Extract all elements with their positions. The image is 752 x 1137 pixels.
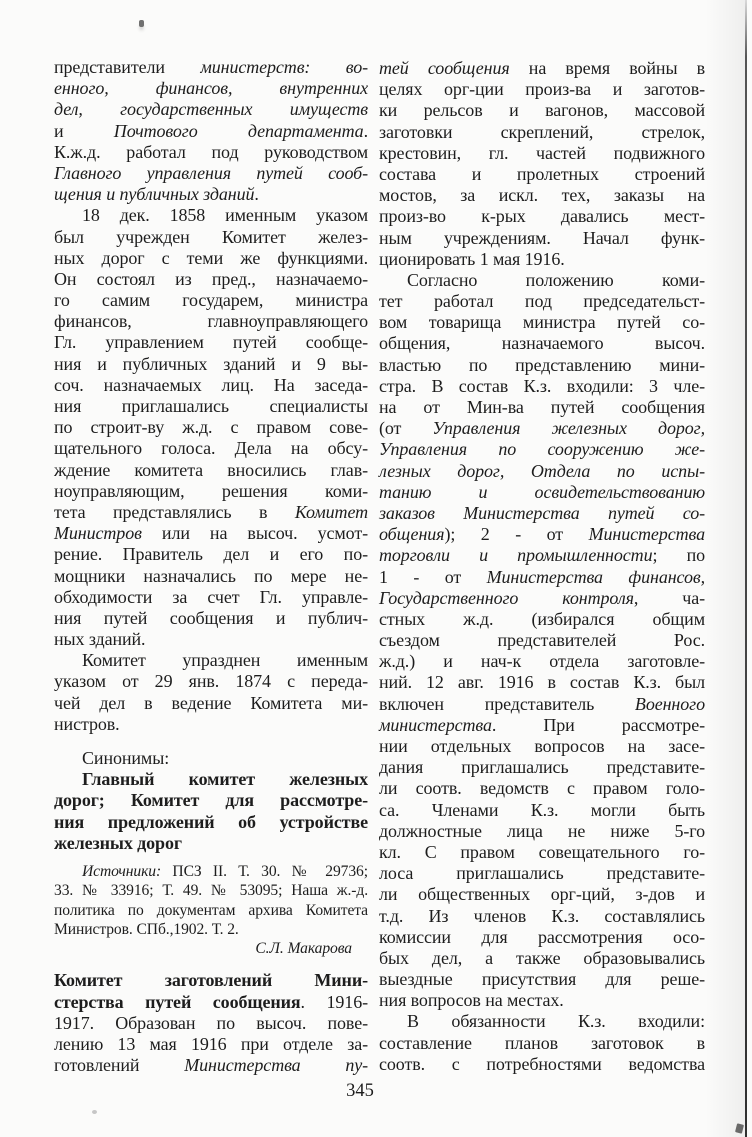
text-segment: Управления железных дорог, xyxy=(432,418,705,439)
text-line xyxy=(379,715,705,736)
text-segment: Министерства xyxy=(588,524,705,545)
text-line xyxy=(54,396,368,417)
text-segment: В обязанности К.з. входили: xyxy=(407,1011,705,1032)
text-segment: ных дорог с теми же функциями. xyxy=(54,247,368,268)
text-segment: лезных дорог, Отдела по испы- xyxy=(379,460,705,481)
text-segment: ки рельсов и вагонов, массовой xyxy=(379,100,705,121)
text-segment: заказов Министерства путей со- xyxy=(379,502,705,523)
text-line xyxy=(54,1034,368,1055)
text-segment: мостов, за искл. тех, заказы на xyxy=(379,185,705,206)
text-line xyxy=(54,901,368,920)
text-segment: Он состоял из пред., назначаемо- xyxy=(54,268,368,289)
text-line xyxy=(379,228,705,249)
text-segment: Согласно положению коми- xyxy=(407,269,705,290)
text-segment: ний. 12 авг. 1916 в состав К.з. был xyxy=(379,672,705,693)
text-line xyxy=(379,884,705,905)
text-segment: ным учреждениям. Начал функ- xyxy=(379,227,705,248)
text-segment: общения, назначаемого высоч. xyxy=(379,333,705,354)
text-segment: 1 - от xyxy=(379,566,487,587)
text-segment: на от Мин-ва путей сообщения xyxy=(379,397,705,417)
text-line xyxy=(54,920,368,939)
text-segment: рение. Правитель дел и его по- xyxy=(54,544,368,565)
text-segment: представители xyxy=(54,57,201,77)
text-line xyxy=(54,163,368,184)
text-line xyxy=(379,1011,705,1032)
text-segment: составление планов заготовок в xyxy=(379,1032,705,1053)
text-line xyxy=(54,142,368,163)
text-line xyxy=(379,588,705,609)
text-line xyxy=(379,100,705,121)
text-line xyxy=(379,122,705,143)
text-line xyxy=(54,184,368,205)
text-segment: включен представитель xyxy=(379,693,635,714)
text-segment: соотв. с потребностями ведомства xyxy=(379,1053,705,1074)
text-line xyxy=(379,58,705,79)
text-line xyxy=(54,833,368,854)
text-segment: Почтового департамента xyxy=(113,120,364,141)
text-line xyxy=(54,523,368,544)
text-line xyxy=(54,769,368,790)
text-line xyxy=(54,502,368,523)
text-line xyxy=(379,249,705,270)
text-segment: енного, финансов, внутренних xyxy=(54,78,368,99)
text-line xyxy=(54,1055,368,1076)
text-line xyxy=(54,481,368,502)
text-line xyxy=(54,121,368,142)
text-segment: обходимости за счет Гл. управле- xyxy=(54,586,368,607)
text-segment: Военного xyxy=(634,693,705,714)
text-line xyxy=(54,248,368,269)
text-line xyxy=(379,800,705,821)
text-segment: был учрежден Комитет желез- xyxy=(54,226,368,247)
text-segment: С.Л. Макарова xyxy=(255,940,352,958)
text-line xyxy=(379,1054,705,1075)
text-segment: ных зданий. xyxy=(54,629,146,650)
scan-edge-line xyxy=(745,0,747,1137)
text-line xyxy=(54,608,368,629)
text-line xyxy=(54,939,368,958)
text-segment: финансов, главноуправляющего xyxy=(54,311,368,332)
text-segment: 33. № 33916; Т. 49. № 53095; Наша ж.-д. xyxy=(54,882,368,900)
text-segment: Источники: xyxy=(82,862,162,880)
text-line xyxy=(379,482,705,503)
text-segment: Министерства финансов, xyxy=(486,566,705,587)
text-line xyxy=(379,609,705,630)
text-line xyxy=(54,992,368,1013)
text-segment: Комитет упразднен именным xyxy=(82,650,368,671)
text-segment: ); 2 - от xyxy=(444,524,589,545)
text-line xyxy=(54,544,368,565)
text-segment: лоса приглашались представите- xyxy=(379,863,705,884)
text-segment: Комитет заготовлений Мини- xyxy=(54,970,368,991)
text-segment: т.д. Из членов К.з. составлялись xyxy=(379,905,705,926)
text-segment: ния и публичных зданий и 9 вы- xyxy=(54,353,368,374)
text-segment: указом от 29 янв. 1874 с переда- xyxy=(54,671,368,692)
text-line xyxy=(54,629,368,650)
text-segment: и xyxy=(54,120,114,141)
text-segment: на время войны в xyxy=(509,58,705,78)
text-segment: произ-во к-рых давались мест- xyxy=(379,206,705,227)
text-line xyxy=(379,1033,705,1054)
text-segment: съездом представителей Рос. xyxy=(379,630,705,651)
text-segment: чей дел в ведение Комитета ми- xyxy=(54,692,368,713)
text-segment: . При рассмотре- xyxy=(491,714,705,735)
text-segment: заготовки скреплений, стрелок, xyxy=(379,121,705,142)
text-segment: ждение комитета вносились глав- xyxy=(54,459,368,480)
text-segment: (от xyxy=(379,418,433,439)
text-line xyxy=(379,333,705,354)
text-line xyxy=(54,332,368,353)
text-line xyxy=(379,948,705,969)
text-line xyxy=(379,778,705,799)
text-line xyxy=(54,881,368,900)
text-segment: дел, государственных имуществ xyxy=(54,99,368,120)
text-segment: кл. С правом совещательного го- xyxy=(379,841,705,862)
text-line xyxy=(379,397,705,418)
text-segment: выездные присутствия для реше- xyxy=(379,969,705,990)
text-line xyxy=(54,417,368,438)
text-line xyxy=(54,99,368,120)
text-line xyxy=(379,842,705,863)
text-line xyxy=(54,78,368,99)
text-line xyxy=(54,587,368,608)
text-line xyxy=(54,748,368,769)
text-line xyxy=(54,438,368,459)
right-text-column xyxy=(379,58,705,1075)
text-line xyxy=(379,143,705,164)
text-line xyxy=(379,969,705,990)
text-line xyxy=(54,311,368,332)
text-line xyxy=(54,290,368,311)
text-segment: Управления по сооружению же- xyxy=(379,439,705,460)
text-line xyxy=(379,185,705,206)
text-line xyxy=(54,269,368,290)
text-line xyxy=(379,418,705,439)
text-line xyxy=(379,291,705,312)
text-line xyxy=(379,567,705,588)
left-text-column xyxy=(54,57,368,1076)
text-segment: стерства путей сообщения xyxy=(54,991,301,1012)
text-segment: властью по представлению мини- xyxy=(379,354,705,375)
text-line xyxy=(54,970,368,991)
text-line xyxy=(54,671,368,692)
text-segment: Министров. СПб.,1902. Т. 2. xyxy=(54,920,239,938)
text-segment: К.ж.д. работал под руководством xyxy=(54,141,368,162)
text-segment: тет работал под председательст- xyxy=(379,291,705,312)
text-segment: го самим государем, министра xyxy=(54,290,368,311)
text-segment: железных дорог xyxy=(54,832,182,853)
text-segment: щения и публичных зданий xyxy=(54,184,255,205)
text-segment: по строит-ву ж.д. с правом сове- xyxy=(54,417,368,438)
scan-shadow-right xyxy=(705,0,745,1137)
text-segment: , ча- xyxy=(633,587,705,608)
text-line xyxy=(379,630,705,651)
text-segment: ния вопросов на местах. xyxy=(379,990,564,1011)
text-line xyxy=(54,1013,368,1034)
text-segment: щательного голоса. Дела на обсу- xyxy=(54,438,368,459)
text-segment: готовлений xyxy=(54,1055,185,1076)
text-line xyxy=(379,312,705,333)
text-segment: ния предложений об устройстве xyxy=(54,811,368,832)
text-segment: должностные лица не ниже 5-го xyxy=(379,820,705,841)
text-segment: стных ж.д. (избирался общим xyxy=(379,608,705,629)
text-line xyxy=(379,270,705,291)
text-segment: ноуправляющим, решения коми- xyxy=(54,480,368,501)
text-segment: стра. В состав К.з. входили: 3 чле- xyxy=(379,375,705,396)
text-segment: . xyxy=(363,120,368,141)
text-segment: мощники назначались по мере не- xyxy=(54,565,368,586)
text-segment: Главного управления путей сооб- xyxy=(54,162,368,183)
text-line xyxy=(379,461,705,482)
text-segment: общения xyxy=(379,524,445,545)
text-segment: Главный комитет железных xyxy=(82,769,368,790)
text-segment: танию и освидетельствованию xyxy=(379,481,705,502)
text-line xyxy=(54,57,368,78)
text-segment: тета представлялись в xyxy=(54,501,295,522)
text-line xyxy=(54,812,368,833)
text-line xyxy=(379,906,705,927)
text-segment: крестовин, гл. частей подвижного xyxy=(379,142,705,163)
text-line xyxy=(379,503,705,524)
text-line xyxy=(379,863,705,884)
text-segment: тей сообщения xyxy=(379,58,510,78)
text-segment: или на высоч. усмот- xyxy=(141,523,368,544)
text-line xyxy=(379,206,705,227)
text-segment: Гл. управлением путей сообще- xyxy=(54,332,368,353)
text-segment: дания приглашались представите- xyxy=(379,757,705,778)
text-segment: ли соотв. ведомств с правом голо- xyxy=(379,778,705,799)
text-line xyxy=(379,927,705,948)
text-line xyxy=(54,693,368,714)
text-line xyxy=(54,460,368,481)
text-line xyxy=(379,355,705,376)
faint-dot xyxy=(92,1110,97,1114)
text-segment: нистров. xyxy=(54,713,120,734)
text-line xyxy=(379,524,705,545)
text-line xyxy=(379,990,705,1011)
text-segment: ния приглашались специалисты xyxy=(54,396,368,416)
text-line xyxy=(54,354,368,375)
text-segment: дорог; Комитет для рассмотре- xyxy=(54,790,368,811)
text-segment: Государственного контроля xyxy=(379,587,634,608)
text-line xyxy=(54,650,368,671)
text-segment: Министерства пу- xyxy=(184,1055,369,1076)
text-segment: са. Членами К.з. могли быть xyxy=(379,799,705,820)
text-segment: комиссии для рассмотрения осо- xyxy=(379,926,705,947)
text-segment: бых дел, а также образовывались xyxy=(379,947,705,968)
text-segment: нии отдельных вопросов на засе- xyxy=(379,736,705,756)
text-segment: Комитет xyxy=(294,501,368,522)
dust-speck-icon xyxy=(139,20,144,27)
text-line xyxy=(379,376,705,397)
text-segment: ли общественных орг-ций, з-дов и xyxy=(379,884,705,905)
text-line xyxy=(54,375,368,396)
text-segment: торговли и промышленности xyxy=(379,545,653,566)
text-line xyxy=(379,821,705,842)
text-line xyxy=(379,79,705,100)
text-line xyxy=(379,694,705,715)
text-line xyxy=(54,566,368,587)
text-line xyxy=(379,672,705,693)
text-line xyxy=(379,736,705,757)
text-segment: Министров xyxy=(54,523,142,544)
text-line xyxy=(379,439,705,460)
text-segment: 1917. Образован по высоч. пове- xyxy=(54,1012,368,1033)
text-line xyxy=(379,545,705,566)
text-line xyxy=(54,227,368,248)
text-segment: соч. назначаемых лиц. На заседа- xyxy=(54,374,368,395)
text-segment: вом товарища министра путей со- xyxy=(379,312,705,333)
text-segment: министерства xyxy=(379,714,492,735)
text-segment: состава и пролетных строений xyxy=(379,163,705,184)
text-line xyxy=(54,714,368,735)
text-line xyxy=(54,790,368,811)
text-segment: министерств: во- xyxy=(200,57,368,77)
text-segment: лению 13 мая 1916 при отделе за- xyxy=(54,1033,368,1054)
text-segment: . 1916- xyxy=(300,991,369,1012)
text-segment: ния путей сообщения и публич- xyxy=(54,607,368,628)
text-line xyxy=(54,862,368,881)
text-segment: 18 дек. 1858 именным указом xyxy=(82,205,368,226)
text-segment: целях орг-ции произ-ва и заготов- xyxy=(379,79,705,100)
text-segment: политика по документам архива Комитета xyxy=(54,901,368,919)
text-segment: ПСЗ II. Т. 30. № 29736; xyxy=(161,862,368,880)
text-segment: ж.д.) и нач-к отдела заготовле- xyxy=(379,651,705,672)
text-segment: ; по xyxy=(652,545,706,566)
text-line xyxy=(379,164,705,185)
text-line xyxy=(379,757,705,778)
text-segment: ционировать 1 мая 1916. xyxy=(379,248,565,269)
text-segment: . xyxy=(254,184,259,205)
text-line xyxy=(379,651,705,672)
text-line xyxy=(54,205,368,226)
text-segment: Синонимы: xyxy=(82,748,170,768)
page-number: 345 xyxy=(346,1081,374,1101)
